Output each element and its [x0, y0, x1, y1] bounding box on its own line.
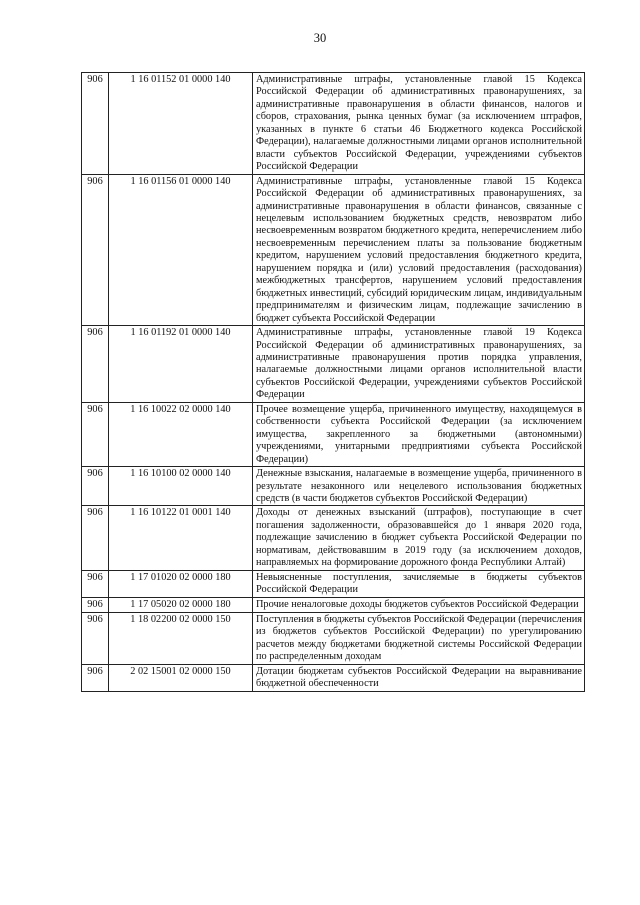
kbk-code-cell: 1 18 02200 02 0000 150 [109, 613, 253, 665]
admin-code-cell: 906 [82, 73, 109, 175]
table-row [82, 570, 585, 597]
table-row [82, 467, 585, 506]
table-row [82, 597, 585, 612]
kbk-code-cell: 1 16 10100 02 0000 140 [109, 467, 253, 506]
kbk-code-cell: 2 02 15001 02 0000 150 [109, 664, 253, 691]
table-row [82, 402, 585, 466]
kbk-code-cell: 1 17 01020 02 0000 180 [109, 570, 253, 597]
revenue-name-cell: Невыясненные поступления, зачисляемые в бюджеты субъектов Российской Федерации [253, 570, 585, 597]
table-row [82, 506, 585, 570]
page-number: 30 [313, 31, 327, 45]
revenue-name-cell: Доходы от денежных взысканий (штрафов), поступающие в счет погашения задолженности, образовавшейся до 1 января 2020 года, подлежащие зачислению в бюджет субъекта Российской Федерации по нормативам, действовавшим в 2019 году (за исключением доходов, направляемых на формирование дорожного фонда Республики Алтай) [253, 506, 585, 570]
budget-classification-table [81, 72, 585, 692]
revenue-name-cell: Административные штрафы, установленные главой 15 Кодекса Российской Федерации об административных правонарушениях, за административные правонарушения в области финансов, налогов и сборов, страхования, рынка ценных бумаг (за исключением штрафов, указанных в пункте 6 статьи 46 Бюджетного кодекса Российской Федерации), налагаемые должностными лицами органов исполнительной власти субъектов Российской Федерации, учреждениями субъектов Российской Федерации [253, 73, 585, 175]
table-row [82, 613, 585, 665]
kbk-code-cell: 1 16 01152 01 0000 140 [109, 73, 253, 175]
kbk-code-cell: 1 16 10122 01 0001 140 [109, 506, 253, 570]
revenue-name-cell: Административные штрафы, установленные главой 19 Кодекса Российской Федерации об административных правонарушениях, за административные правонарушения против порядка управления, налагаемые должностными лицами органов исполнительной власти субъектов Российской Федерации, учреждениями субъектов Российской Федерации [253, 326, 585, 403]
admin-code-cell: 906 [82, 506, 109, 570]
admin-code-cell: 906 [82, 467, 109, 506]
kbk-code-cell: 1 16 01192 01 0000 140 [109, 326, 253, 403]
revenue-name-cell: Прочие неналоговые доходы бюджетов субъектов Российской Федерации [253, 597, 585, 612]
kbk-code-cell: 1 17 05020 02 0000 180 [109, 597, 253, 612]
revenue-name-cell: Административные штрафы, установленные главой 15 Кодекса Российской Федерации об административных правонарушениях, за административные правонарушения в области финансов, связанные с нецелевым использованием бюджетных средств, невозвратом либо несвоевременным возвратом бюджетного кредита, неперечислением либо несвоевременным перечислением платы за пользование бюджетным кредитом, нарушением условий предоставления бюджетного кредита, нарушением порядка и (или) условий предоставления (расходования) межбюджетных трансфертов, нарушением условий предоставления бюджетных инвестиций, субсидий юридическим лицам, индивидуальным предпринимателям и физическим лицам, подлежащие зачислению в бюджет субъекта Российской Федерации [253, 174, 585, 325]
kbk-code-cell: 1 16 01156 01 0000 140 [109, 174, 253, 325]
table-row [82, 664, 585, 691]
admin-code-cell: 906 [82, 570, 109, 597]
table-row [82, 73, 585, 175]
kbk-code-cell: 1 16 10022 02 0000 140 [109, 402, 253, 466]
revenue-name-cell: Поступления в бюджеты субъектов Российской Федерации (перечисления из бюджетов субъектов Российской Федерации) по урегулированию расчетов между бюджетами бюджетной системы Российской Федерации по распределенным доходам [253, 613, 585, 665]
admin-code-cell: 906 [82, 664, 109, 691]
admin-code-cell: 906 [82, 402, 109, 466]
admin-code-cell: 906 [82, 613, 109, 665]
admin-code-cell: 906 [82, 174, 109, 325]
admin-code-cell: 906 [82, 326, 109, 403]
table-row [82, 326, 585, 403]
revenue-name-cell: Прочее возмещение ущерба, причиненного имуществу, находящемуся в собственности субъекта Российской Федерации (за исключением имущества, закрепленного за бюджетными (автономными) учреждениями, унитарными предприятиями субъекта Российской Федерации) [253, 402, 585, 466]
admin-code-cell: 906 [82, 597, 109, 612]
revenue-name-cell: Дотации бюджетам субъектов Российской Федерации на выравнивание бюджетной обеспеченности [253, 664, 585, 691]
revenue-name-cell: Денежные взыскания, налагаемые в возмещение ущерба, причиненного в результате незаконного или нецелевого использования бюджетных средств (в части бюджетов субъектов Российской Федерации) [253, 467, 585, 506]
table-row [82, 174, 585, 325]
